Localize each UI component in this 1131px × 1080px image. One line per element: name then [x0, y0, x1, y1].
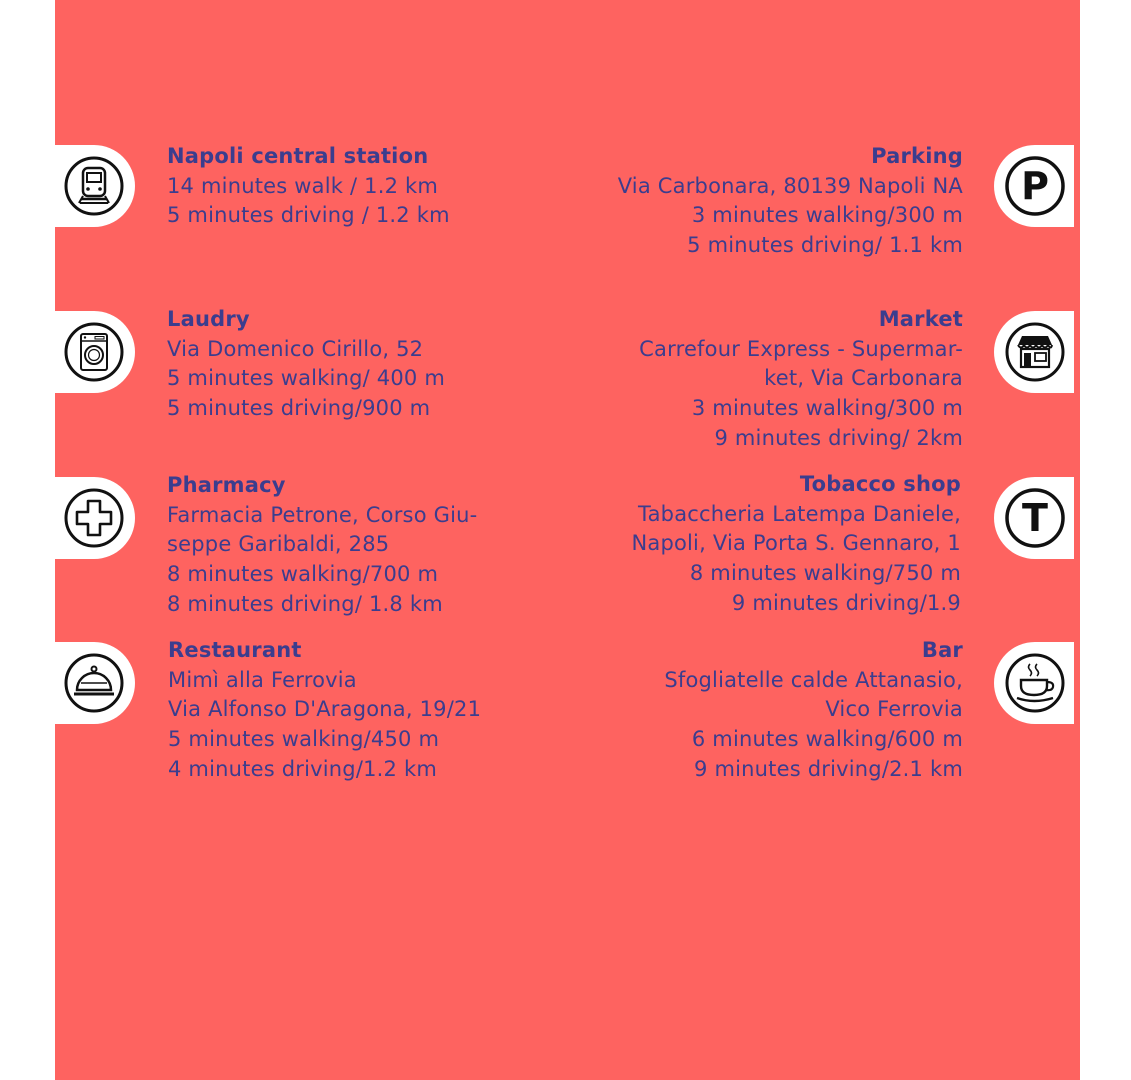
entry-line: Via Carbonara, 80139 Napoli NA [617, 173, 963, 198]
entry-line: Carrefour Express - Supermar- [639, 336, 963, 361]
pharmacy-entry [167, 471, 557, 620]
entry-line: 5 minutes driving/ 1.1 km [687, 233, 963, 258]
entry-title: Laudry [167, 307, 250, 331]
entry-line: Mimì alla Ferrovia [168, 667, 357, 692]
entry-line: Napoli, Via Porta S. Gennaro, 1 [631, 531, 961, 556]
coffee-cup-icon [1004, 652, 1066, 714]
entry-line: Tabaccheria Latempa Daniele, [638, 501, 961, 526]
entry-title: Napoli central station [167, 144, 429, 168]
entry-line: 3 minutes walking/300 m [691, 396, 963, 421]
entry-line: 5 minutes driving/900 m [167, 396, 431, 421]
entry-line: 14 minutes walk / 1.2 km [167, 173, 439, 198]
storefront-icon [1004, 321, 1066, 383]
market-entry [563, 305, 963, 454]
entry-title: Pharmacy [167, 473, 286, 497]
cloche-icon [63, 652, 125, 714]
train-icon [63, 155, 125, 217]
entry-title: Restaurant [168, 638, 302, 662]
washing-machine-icon [63, 321, 125, 383]
entry-line: seppe Garibaldi, 285 [167, 532, 390, 557]
entry-title: Bar [921, 638, 963, 662]
entry-title: Parking [871, 144, 963, 168]
tobacco-icon [1004, 487, 1066, 549]
restaurant-entry [168, 636, 558, 785]
parking-entry [563, 142, 963, 261]
parking-icon [1004, 155, 1066, 217]
entry-line: 5 minutes walking/450 m [168, 727, 440, 752]
laundry-entry [167, 305, 557, 424]
tobacco-letter: T [1022, 496, 1048, 540]
bar-entry [563, 636, 963, 785]
entry-line: Via Domenico Cirillo, 52 [167, 336, 424, 361]
napoli-central-station-entry [167, 142, 557, 231]
entry-line: Via Alfonso D'Aragona, 19/21 [168, 697, 482, 722]
entry-line: 3 minutes walking/300 m [691, 203, 963, 228]
entry-line: 9 minutes driving/1.9 [731, 590, 961, 615]
entry-line: 5 minutes walking/ 400 m [167, 366, 445, 391]
parking-letter: P [1021, 164, 1049, 208]
pharmacy-cross-icon [63, 487, 125, 549]
entry-line: 8 minutes driving/ 1.8 km [167, 591, 443, 616]
entry-line: 8 minutes walking/750 m [689, 561, 961, 586]
entry-line: 4 minutes driving/1.2 km [168, 756, 437, 781]
entry-line: Sfogliatelle calde Attanasio, [664, 667, 963, 692]
entry-title: Tobacco shop [799, 472, 961, 496]
entry-line: 5 minutes driving / 1.2 km [167, 203, 450, 228]
entry-line: ket, Via Carbonara [764, 366, 963, 391]
entry-line: Farmacia Petrone, Corso Giu- [167, 502, 478, 527]
entry-line: 8 minutes walking/700 m [167, 562, 439, 587]
entry-line: 9 minutes driving/2.1 km [694, 756, 963, 781]
entry-line: Vico Ferrovia [825, 697, 963, 722]
entry-title: Market [878, 307, 963, 331]
tobacco-shop-entry [561, 470, 961, 619]
entry-line: 6 minutes walking/600 m [691, 727, 963, 752]
entry-line: 9 minutes driving/ 2km [714, 425, 963, 450]
